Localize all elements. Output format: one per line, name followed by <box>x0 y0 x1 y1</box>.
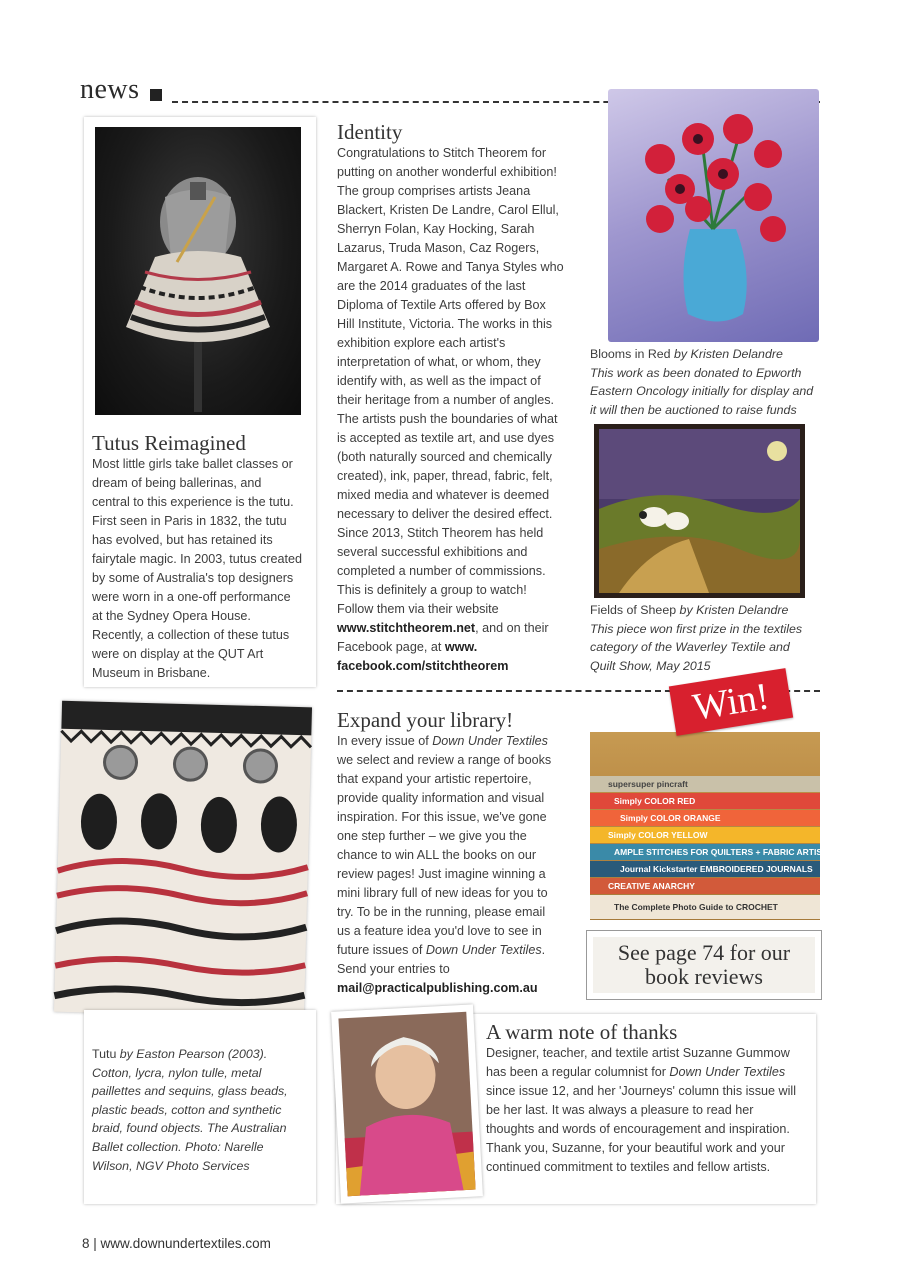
library-mag: Down Under Textiles <box>432 734 548 748</box>
blooms-note: This work as been donated to Epworth Eastern Oncology initially for display and it will then be auctioned to raise funds <box>590 365 814 417</box>
book-spine: Simply COLOR RED <box>590 793 820 809</box>
blooms-painting <box>608 89 819 342</box>
thanks-body <box>486 1044 804 1177</box>
identity-text: Congratulations to Stitch Theorem for putting on another wonderful exhibition! The group comprises artists Jeana Blackert, Kristen De Landre, Carol Ellul, Sherryn Folan, Kay Hocking, Sarah Lazarus, Truda Mason, Caz Rogers, Margaret A. Rowe and Tanya Styles who are the 2014 graduates of the last Diploma of Textile Arts offered by Box Hill Institute, Victoria. The works in this exhibition explore each artist's interpretation of what, or whom, they identify with, as well as the impact of their heritage from a number of angles. The artists push the boundaries of what is accepted as textile art, and use dyes (both naturally sourced and chemically created), ink, paper, thread, fabric, felt, mixed media and whatever is deemed necessary to deliver the desired effect. Since 2013, Stitch Theorem has held several successful exhibitions and completed a number of commissions. This is definitely a group to watch! Follow them via their website <box>337 146 564 616</box>
tutu-illustration <box>95 127 301 415</box>
tutus-heading: Tutus Reimagined <box>92 431 246 455</box>
identity-mid: , and on their Facebook page, at <box>337 621 549 654</box>
tutu-fabric-illustration <box>54 701 312 1018</box>
library-p1: In every issue of <box>337 734 433 748</box>
library-email-link[interactable]: mail@practicalpublishing.com.au <box>337 981 538 995</box>
see-page-text: See page 74 for our book reviews <box>617 940 791 989</box>
book-stack <box>590 776 858 920</box>
library-body <box>337 732 559 998</box>
sheep-caption <box>590 601 810 675</box>
blooms-illustration <box>608 89 819 342</box>
tutu-caption-rest: by Easton Pearson (2003). Cotton, lycra, nylon tulle, metal paillettes and sequins, glass beads, plastic beads, cotton and synthetic braid, found objects. The Australian Ballet collection. Photo: Narelle Wilson, NGV Photo Services <box>92 1047 288 1173</box>
book-spine: Simply COLOR ORANGE <box>590 810 820 826</box>
identity-heading: Identity <box>337 120 403 144</box>
sheep-painting <box>594 424 805 598</box>
book-spine: The Complete Photo Guide to CROCHET <box>590 895 820 919</box>
section-square <box>150 89 162 101</box>
books-photo <box>590 732 858 920</box>
sheep-artist: by Kristen Delandre <box>679 603 789 617</box>
book-spine: Simply COLOR YELLOW <box>590 827 820 843</box>
thanks-p1: Designer, teacher, and textile artist Suzanne Gummow has been a regular columnist for <box>486 1046 790 1079</box>
page-footer: 8 | www.downundertextiles.com <box>82 1236 271 1251</box>
book-spine: AMPLE STITCHES FOR QUILTERS + FABRIC ARTISTS Monk <box>590 844 820 860</box>
blooms-caption <box>590 345 818 419</box>
book-spine: supersuper pincraft <box>590 776 820 792</box>
book-spine: CREATIVE ANARCHY <box>590 878 820 894</box>
library-p2: we select and review a range of books that expand your artistic repertoire, provide quality information and visual inspiration. For this issue, we've gone one step further – we give you the chance to win ALL the books on our review pages! Just imagine winning a mini library full of new ideas for you to try. To be in the running, please email us a feature idea you'd love to see in future issues of <box>337 753 552 957</box>
library-p3: . Send your entries to <box>337 943 546 976</box>
tutu-caption-lead: Tutu <box>92 1047 120 1061</box>
sheep-illustration <box>599 429 800 593</box>
thanks-heading: A warm note of thanks <box>486 1020 678 1044</box>
tutu-caption <box>92 1045 297 1175</box>
win-label: Win! <box>689 675 773 729</box>
see-page-box[interactable] <box>586 930 822 1000</box>
win-badge <box>669 668 793 736</box>
section-label: news <box>80 74 140 105</box>
tutu-caption-card <box>84 1010 316 1204</box>
identity-body <box>337 144 566 676</box>
see-page-inner <box>593 937 815 993</box>
suzanne-portrait <box>331 1004 483 1203</box>
identity-facebook-link[interactable]: www. facebook.com/stitchtheorem <box>337 640 509 673</box>
sheep-note: This piece won first prize in the textiles category of the Waverley Textile and Quilt Show, May 2015 <box>590 621 803 673</box>
tutu-closeup-photo <box>54 701 312 1018</box>
identity-website-link[interactable]: www.stitchtheorem.net <box>337 621 476 635</box>
tutus-body: Most little girls take ballet classes or dream of being ballerinas, and central to this experience is the tutu. First seen in Paris in 1832, the tutu has evolved, but has retained its fairytale magic. In 2003, tutus created by some of Australia's top designers were worn in a one-off performance at the Sydney Opera House. Recently, a collection of these tutus were on display at the QUT Art Museum in Brisbane. <box>92 457 303 680</box>
suzanne-illustration <box>338 1012 475 1196</box>
sheep-title: Fields of Sheep <box>590 603 680 617</box>
thanks-mag: Down Under Textiles <box>669 1065 786 1079</box>
thanks-p2: since issue 12, and her 'Journeys' column this issue will be her last. It was always a pleasure to read her thoughts and words of encouragement and inspiration. Thank you, Suzanne, for your beautiful work and your continued commitment to textiles and fellow artists. <box>486 1084 797 1174</box>
tutu-photo <box>95 127 301 415</box>
blooms-title: Blooms in Red <box>590 347 675 361</box>
library-heading: Expand your library! <box>337 708 514 732</box>
book-spine: Journal Kickstarter EMBROIDERED JOURNALS <box>590 861 820 877</box>
blooms-artist: by Kristen Delandre <box>674 347 783 361</box>
tutus-card <box>84 117 316 687</box>
library-mag2: Down Under Textiles <box>425 943 542 957</box>
